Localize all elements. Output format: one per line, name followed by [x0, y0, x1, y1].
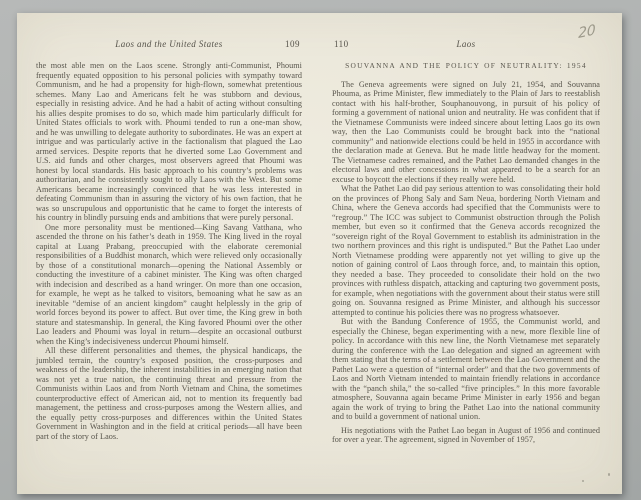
paragraph: His negotiations with the Pathet Lao began in August of 1956 and continued for over a year. The agreement, signed in November of 1957,	[332, 425, 600, 444]
left-running-head	[36, 39, 302, 51]
paper-speck	[608, 473, 610, 476]
right-body-text	[332, 61, 600, 445]
paragraph: the most able men on the Laos scene. Strongly anti-Communist, Phoumi frequently equated opposition to his personal policies with sympathy toward Communism, and he had a propensity for high-flown, somewhat pretentious schemes. Many Lao and Americans felt he was stubborn and devious, especially in resisting advice. And he had a habit of acting without consulting his allies despite promises to do so, which made him particularly difficult for United States officials to work with. Phoumi tended to run a one-man show, and he was unwilling to delegate authority to subordinates. He was an expert at intrigue and was particularly active in the factionalism that plagued the Lao armed services. Despite reports that he diverted some Lao Government and U.S. aid funds and other charges, most observers agreed that Phoumi was honest by local standards. His basic approach to his country’s problems was authoritarian, and he consistently sought to ally Laos with the West. But some Americans became increasingly convinced that he was less interested in defeating Communism than in assuring the victory of his own faction, that he was so unscrupulous and opportunistic that he came to forget the interests of his country in blindly pursuing ends and ambitions that were purely personal.	[36, 61, 302, 222]
right-paragraph-block	[332, 80, 600, 445]
paragraph: All these different personalities and themes, the physical handicaps, the jumbled terrain, the country’s exposed position, the cross-purposes and weakness of the leadership, the inherent instabilities in an emerging nation that was not yet a true nation, the continuing threat and pressure from the Communists within Laos and from North Vietnam and China, the sometimes counterproductive effect of American aid, not to mention its frequently bad management, the pettiness and cross-purposes among the Western allies, and the equally petty cross-purposes and differences within the United States Government in Washington and in the field at critical periods—all have been part of the story of Laos.	[36, 346, 302, 441]
paragraph: What the Pathet Lao did pay serious attention to was consolidating their hold on the provinces of Phong Saly and Sam Neua, bordering North Vietnam and China, where the Geneva accords had specified that the Communists were to “regroup.” The ICC was subject to Communist obstruction through the Polish member, but even so it confirmed that the Geneva accords recognized the “sovereign right of the Royal Government to establish its administration in the two northern provinces and this right is undisputed.” But the Pathet Lao under North Vietnamese prodding were apparently not yet willing to give up the notion of gaining control of Laos through force, and, to maintain this option, they needed a base. They proceeded to consolidate their hold on the two provinces with ruthless dispatch, attacking and capturing two government posts, for example, when negotiations with the government about their status were still going on. Souvanna resigned as Prime Minister, and although his successor attempted to continue his policies there was no progress whatsoever.	[332, 184, 600, 317]
page-left	[36, 13, 302, 441]
paragraph: One more personality must be mentioned—King Savang Vatthana, who ascended the throne on his father’s death in 1959. The King lived in the royal capital at Luang Prabang, preoccupied with the elaborate ceremonial responsibilities of a Buddhist monarch, which were relieved only occasionally by those of a constitutional monarch—opening the National Assembly or conducting the investiture of a cabinet minister. The King was often charged with indecision and described as a hand wringer. On more than one occasion, for example, he wept as he talked to visitors, bemoaning what he saw as an inevitable “demise of an ancient kingdom” caught helplessly in the grip of world forces beyond its power to affect. But over time, the King grew in both stature and statesmanship. In general, the King favored Phoumi over the other Lao leaders and Phoumi was loyal in return—despite an occasional outburst when the King’s indecisiveness undercut Phoumi himself.	[36, 222, 302, 346]
right-page-number: 110	[334, 39, 349, 49]
paragraph: But with the Bandung Conference of 1955, the Communist world, and especially the Chinese, began experimenting with a new, more flexible line of policy. In accordance with this new line, the North Vietnamese met separately during the conference with the Lao delegation and signed an agreement with them stating that the terms of a settlement between the Lao Government and the Pathet Lao were a question of “internal order” and that the two governments of Laos and North Vietnam intended to maintain friendly relations in accordance with the “panch shila,” the so-called “five principles.” In this more favorable atmosphere, Souvanna again became Prime Minister in early 1956 and began again the work of trying to bring the Pathet Lao into the national community and to build a government of national union.	[332, 317, 600, 421]
book-spread	[17, 13, 622, 494]
section-heading: SOUVANNA AND THE POLICY OF NEUTRALITY: 1954	[345, 61, 587, 70]
page-right	[332, 13, 600, 445]
right-running-head	[332, 39, 600, 51]
right-running-title: Laos	[456, 39, 476, 49]
left-running-title: Laos and the United States	[115, 39, 223, 49]
left-body-text	[36, 61, 302, 441]
paper-speck	[582, 480, 584, 482]
paragraph: The Geneva agreements were signed on July 21, 1954, and Souvanna Phouma, as Prime Minister, flew immediately to the Plain of Jars to reestablish contact with his half-brother, Souphanouvong, in pursuit of his policy of forming a government of national union and neutrality. He was confident that if the Vietnamese Communists were indeed sincere about letting Laos go its own way, then the Lao Communists could be brought back into the “national community” and nationwide elections could be held in 1955 in accordance with the declaration made at Geneva. But he made little headway for the moment. The Vietnamese cadres remained, and the Pathet Lao demanded changes in the electoral laws and other concessions in what appeared to be a search for an excuse to boycott the elections if they really were held.	[332, 79, 600, 184]
pencil-annotation: 20	[578, 21, 596, 43]
left-page-number: 109	[285, 39, 300, 49]
